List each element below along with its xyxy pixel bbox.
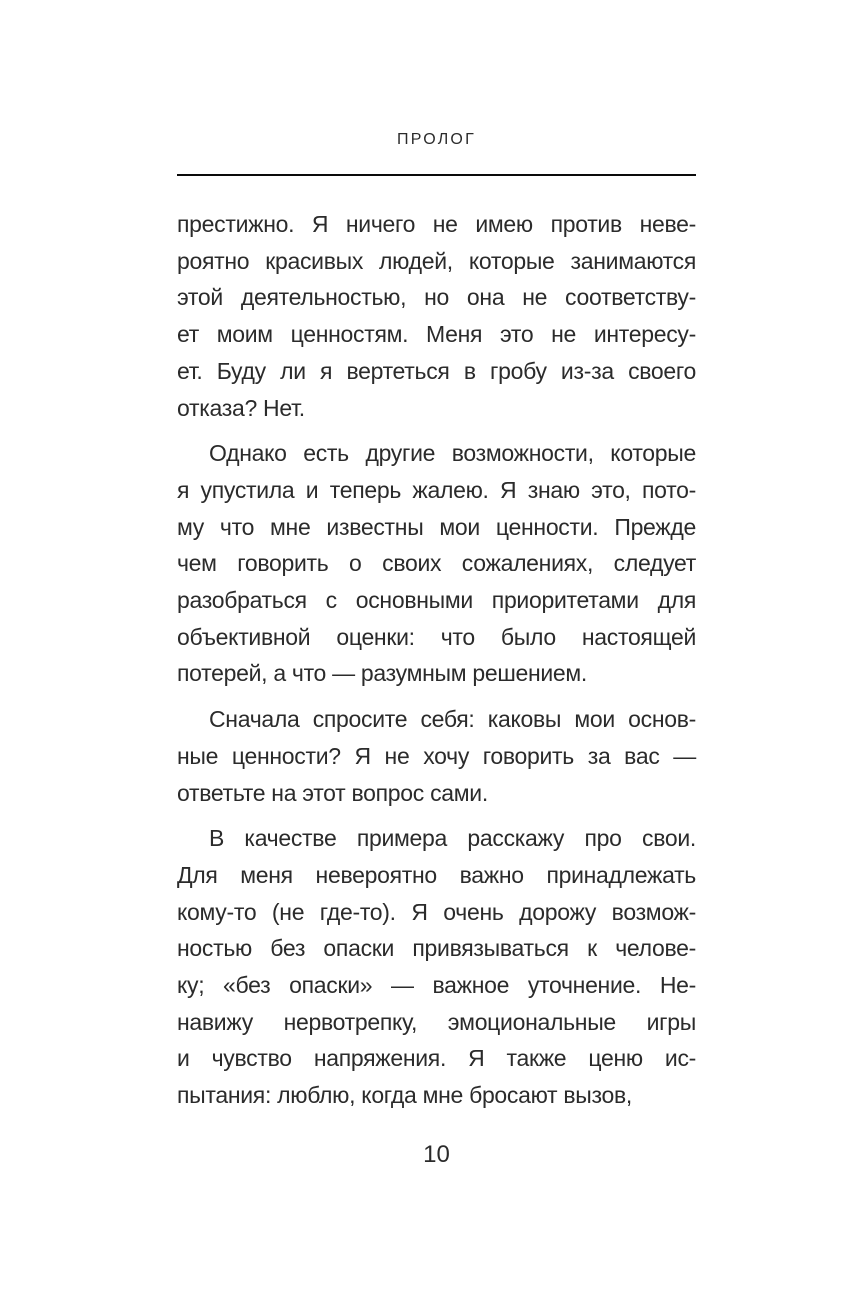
text-line: кому-то (не где-то). Я очень дорожу возмож- — [177, 898, 696, 925]
paragraph — [177, 701, 696, 811]
paragraph — [177, 820, 696, 1114]
page-number: 10 — [423, 1141, 450, 1168]
text-line: навижу нервотрепку, эмоциональные игры — [177, 1008, 696, 1035]
text-line: роятно красивых людей, которые занимаются — [177, 247, 696, 274]
paragraph — [177, 206, 696, 426]
text-line: этой деятельностью, но она не соответству- — [177, 284, 696, 311]
text-line: ответьте на этот вопрос сами. — [177, 779, 488, 806]
text-line: и чувство напряжения. Я также ценю ис- — [177, 1045, 696, 1072]
text-line: ку; «без опаски» — важное уточнение. Не- — [177, 972, 696, 999]
text-line: ет моим ценностям. Меня это не интересу- — [177, 321, 696, 348]
chapter-header: ПРОЛОГ — [397, 131, 476, 148]
header-rule — [177, 174, 696, 176]
text-line: потерей, а что — разумным решением. — [177, 660, 588, 687]
text-line: пытания: люблю, когда мне бросают вызов, — [177, 1082, 633, 1109]
text-line: Сначала спросите себя: каковы мои основ- — [209, 706, 696, 733]
text-line: Для меня невероятно важно принадлежать — [177, 861, 696, 888]
text-line: Однако есть другие возможности, которые — [209, 440, 696, 467]
text-line: объективной оценки: что было настоящей — [177, 623, 696, 650]
text-line: престижно. Я ничего не имею против неве- — [177, 211, 696, 237]
text-line: я упустила и теперь жалею. Я знаю это, пото- — [177, 476, 696, 503]
text-line: ет. Буду ли я вертеться в гробу из-за своего — [177, 357, 696, 384]
text-line: разобраться с основными приоритетами для — [177, 587, 696, 614]
paragraph — [177, 435, 696, 692]
text-line: му что мне известны мои ценности. Прежде — [177, 513, 696, 540]
text-line: ностью без опаски привязываться к челове- — [177, 935, 696, 962]
text-line: В качестве примера расскажу про свои. — [209, 825, 696, 852]
text-line: отказа? Нет. — [177, 394, 305, 421]
body-text — [177, 206, 696, 1114]
text-line: ные ценности? Я не хочу говорить за вас — — [177, 742, 696, 769]
text-line: чем говорить о своих сожалениях, следует — [177, 550, 696, 577]
